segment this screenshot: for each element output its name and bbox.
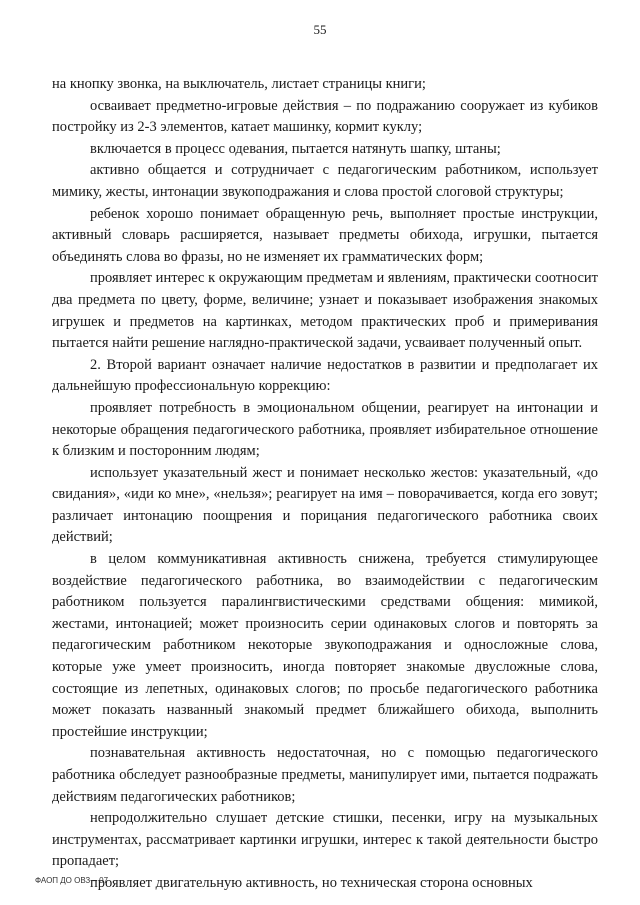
paragraph: 2. Второй вариант означает наличие недостатков в развитии и предполагает их дальнейшую профессиональную коррекцию: — [52, 356, 598, 395]
paragraph: проявляет двигательную активность, но техническая сторона основных — [90, 874, 533, 891]
paragraph: непродолжительно слушает детские стишки, песенки, игру на музыкальных инструментах, рассматривает картинки игрушки, интерес к такой деятельности быстро пропадает; — [52, 810, 598, 870]
paragraph: проявляет интерес к окружающим предметам и явлениям, практически соотносит два предмета по цвету, форме, величине; узнает и показывает изображения знакомых игрушек и предметов на картинках, методом практических проб и примеривания пытается найти решение наглядно-практической задачи, усваивает полученный опыт. — [52, 270, 598, 352]
paragraph: проявляет потребность в эмоциональном общении, реагирует на интонации и некоторые обращения педагогического работника, проявляет избирательное отношение к близким и посторонним людям; — [52, 399, 598, 460]
paragraph: ребенок хорошо понимает обращенную речь, выполняет простые инструкции, активный словарь расширяется, называет предметы обихода, игрушки, пытается объединять слова во фразы, но не изменяет их грамматических форм; — [52, 205, 598, 265]
paragraph: активно общается и сотрудничает с педагогическим работником, использует мимику, жесты, интонации звукоподражания и слова простой слоговой структуры; — [52, 162, 598, 200]
paragraph: осваивает предметно-игровые действия – по подражанию сооружает из кубиков постройку из 2-3 элементов, катает машинку, кормит куклу; — [52, 97, 598, 136]
document-footer: ФАОП ДО ОВЗ – 07 — [35, 876, 109, 885]
paragraph: включается в процесс одевания, пытается натянуть шапку, штаны; — [90, 140, 501, 157]
document-body — [52, 74, 598, 895]
paragraph: использует указательный жест и понимает несколько жестов: указательный, «до свидания», «иди ко мне», «нельзя»; реагирует на имя – поворачивается, когда его зовут; различает интонацию поощрения и порицания педагогического работника своих действий; — [52, 464, 598, 546]
paragraph: познавательная активность недостаточная, но с помощью педагогического работника обследует разнообразные предметы, манипулирует ими, пытается подражать действиям педагогических работников; — [52, 745, 598, 805]
page-number: 55 — [313, 22, 327, 37]
paragraph: в целом коммуникативная активность снижена, требуется стимулирующее воздействие педагогического работника, во взаимодействии с педагогическим работником пользуется паралингвистическими средствами общения: мимикой, жестами, интонацией; может произносить серии одинаковых слогов и повторять за педагогическим работником некоторые звукоподражания и односложные слова, которые уже умеет произносить, иногда повторяет знакомые двусложные слова, состоящие из лепетных, одинаковых слогов; по просьбе педагогического работника может показать названный знакомый предмет ближайшего обихода, выполнить простейшие инструкции; — [52, 551, 598, 740]
paragraph: на кнопку звонка, на выключатель, листает страницы книги; — [52, 76, 426, 92]
